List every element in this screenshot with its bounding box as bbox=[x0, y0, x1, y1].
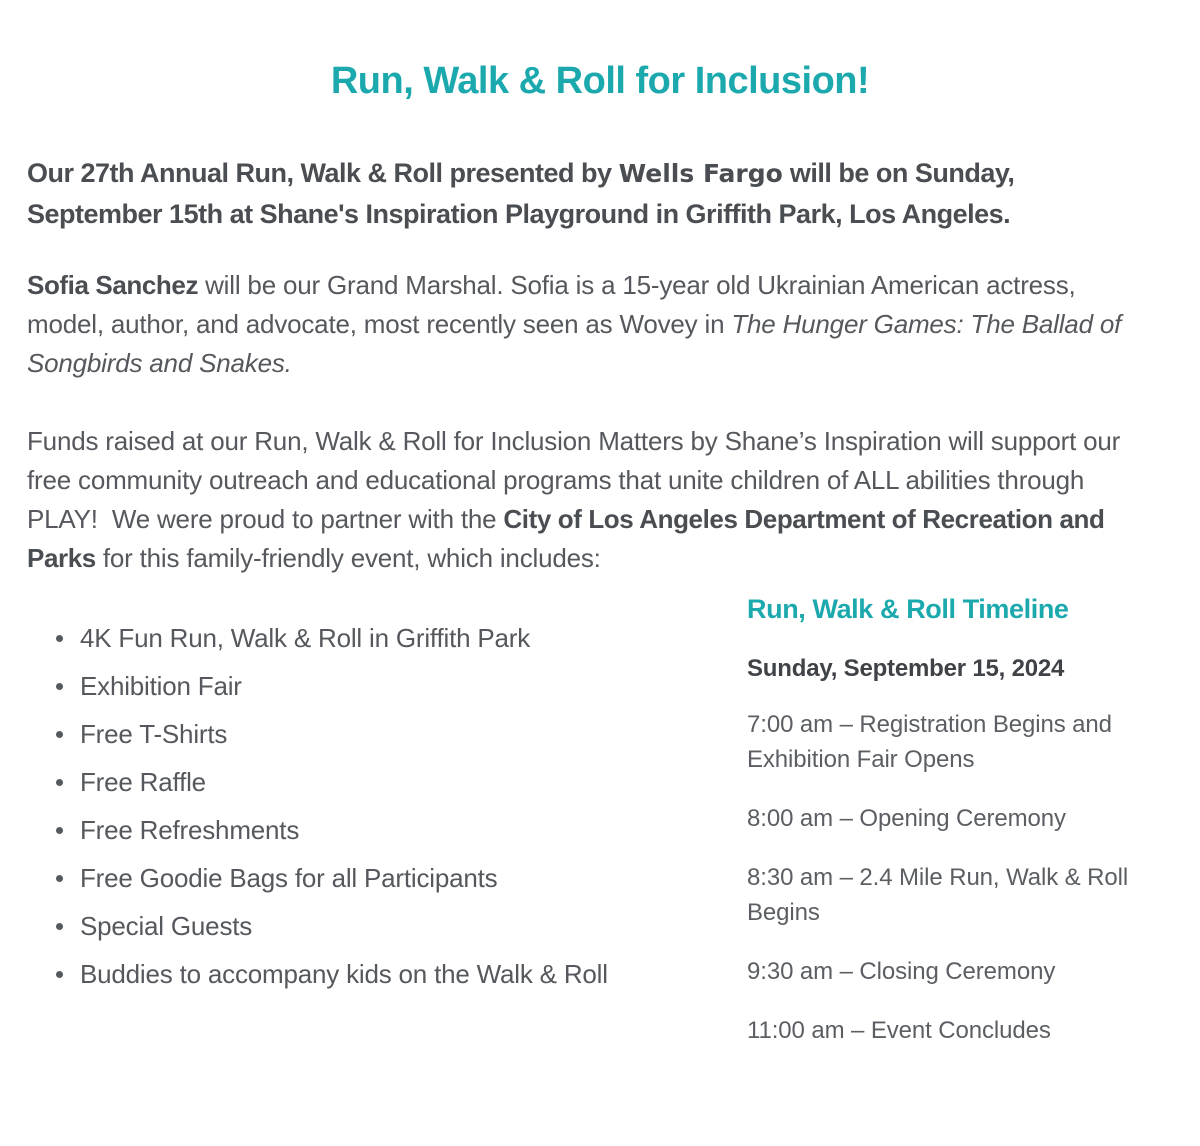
timeline-entry: 9:30 am – Closing Ceremony bbox=[747, 958, 1056, 985]
sponsor-name: Wells Fargo bbox=[618, 159, 783, 188]
grand-marshal-name: Sofia Sanchez bbox=[27, 270, 199, 300]
timeline-entry: 7:00 am – Registration Begins and Exhibition Fair Opens bbox=[747, 711, 1112, 773]
features-list bbox=[27, 625, 747, 988]
funds-paragraph bbox=[27, 422, 1140, 578]
timeline-entry: 11:00 am – Event Concludes bbox=[747, 1017, 1051, 1044]
movie-title: The Hunger Games: The Ballad of Songbirds and Snakes. bbox=[27, 309, 1122, 378]
list-item: Free T-Shirts bbox=[27, 721, 747, 748]
partner-name: City of Los Angeles Department of Recreation and Parks bbox=[27, 504, 1112, 573]
features-column bbox=[27, 584, 747, 1048]
list-item: Exhibition Fair bbox=[27, 673, 747, 700]
list-item: Free Goodie Bags for all Participants bbox=[27, 865, 747, 892]
grand-marshal-paragraph bbox=[27, 266, 1140, 383]
timeline-date: Sunday, September 15, 2024 bbox=[747, 655, 1065, 682]
timeline-column bbox=[747, 584, 1140, 1048]
two-column-section bbox=[27, 584, 1140, 1048]
intro-text-2: will be on Sunday, September 15th at Shane's Inspiration Playground in Griffith Park, Los Angeles. bbox=[27, 158, 1015, 229]
list-item: 4K Fun Run, Walk & Roll in Griffith Park bbox=[27, 625, 747, 652]
grand-marshal-text: will be our Grand Marshal. Sofia is a 15-year old Ukrainian American actress, model, author, and advocate, most recently seen as Wovey in bbox=[27, 270, 1076, 339]
timeline-entry: 8:00 am – Opening Ceremony bbox=[747, 805, 1066, 832]
page-title: Run, Walk & Roll for Inclusion! bbox=[330, 60, 870, 102]
timeline-heading: Run, Walk & Roll Timeline bbox=[747, 594, 1069, 624]
funds-text-1: Funds raised at our Run, Walk & Roll for Inclusion Matters by Shane’s Inspiration will support our free community outreach and educational programs that unite children of ALL abilities through PLAY! We were proud to partner with the bbox=[27, 426, 1128, 534]
timeline-entry: 8:30 am – 2.4 Mile Run, Walk & Roll Begins bbox=[747, 864, 1129, 926]
list-item: Buddies to accompany kids on the Walk & Roll bbox=[27, 961, 747, 988]
list-item: Free Raffle bbox=[27, 769, 747, 796]
intro-text-1: Our 27th Annual Run, Walk & Roll presented by bbox=[27, 158, 619, 188]
list-item: Free Refreshments bbox=[27, 817, 747, 844]
intro-paragraph bbox=[27, 153, 1140, 235]
funds-text-2: for this family-friendly event, which includes: bbox=[95, 543, 601, 573]
list-item: Special Guests bbox=[27, 913, 747, 940]
